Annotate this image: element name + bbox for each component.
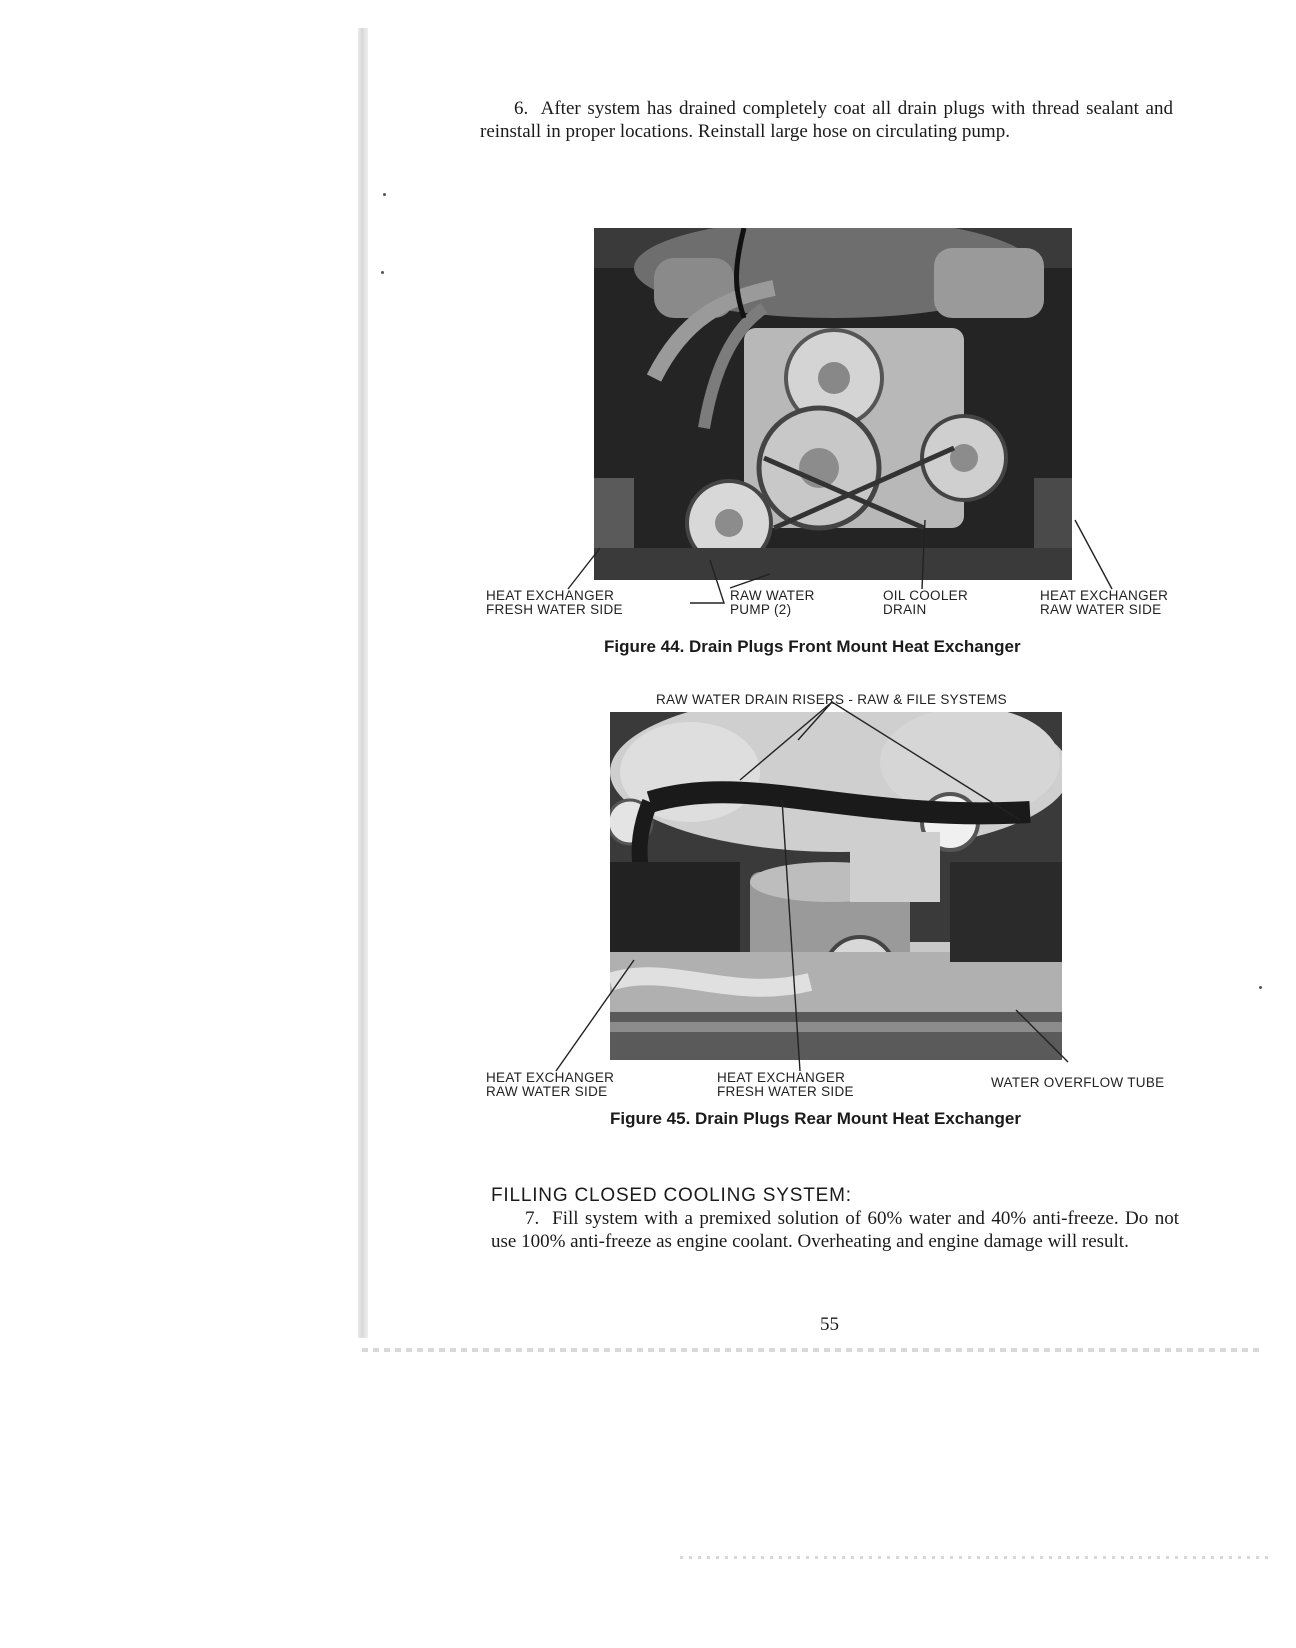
fig45-callout-hx-fresh-line2: FRESH WATER SIDE — [717, 1084, 854, 1099]
fig44-callout-hx-raw — [1040, 589, 1168, 617]
scan-speck — [381, 271, 384, 274]
page-bottom-edge — [362, 1348, 1262, 1352]
fig44-callout-hx-fresh — [486, 589, 623, 617]
section-title: FILLING CLOSED COOLING SYSTEM: — [491, 1185, 852, 1206]
figure-44-engine-photo — [594, 228, 1072, 580]
step-6-number: 6. — [514, 98, 529, 119]
page-number: 55 — [820, 1314, 839, 1335]
fig44-callout-oil-cooler-line1: OIL COOLER — [883, 588, 969, 603]
fig44-callout-oil-cooler — [883, 589, 968, 617]
fig44-callout-raw-pump-line2: PUMP (2) — [730, 602, 792, 617]
fig45-callout-hx-fresh — [717, 1071, 854, 1099]
figure-44-caption: Figure 44. Drain Plugs Front Mount Heat Exchanger — [604, 637, 1021, 656]
step-7-number: 7. — [525, 1208, 540, 1229]
scan-speck — [383, 193, 386, 196]
page-edge-shadow — [358, 28, 368, 1338]
fig44-callout-hx-fresh-line1: HEAT EXCHANGER — [486, 588, 615, 603]
figure-45-caption: Figure 45. Drain Plugs Rear Mount Heat Exchanger — [610, 1109, 1021, 1128]
fig45-callout-risers: RAW WATER DRAIN RISERS - RAW & FILE SYSTEMS — [656, 692, 1007, 707]
fig45-callout-hx-raw — [486, 1071, 614, 1099]
step-6-paragraph — [480, 97, 1173, 143]
step-7-text: Fill system with a premixed solution of 60% water and 40% anti-freeze. Do not use 100% anti-freeze as engine coolant. Overheating and engine damage will result. — [491, 1208, 1179, 1252]
step-7-paragraph — [491, 1207, 1179, 1253]
fig45-callout-hx-raw-line1: HEAT EXCHANGER — [486, 1070, 615, 1085]
fig45-callout-hx-fresh-line1: HEAT EXCHANGER — [717, 1070, 846, 1085]
scan-noise-line — [680, 1556, 1270, 1559]
figure-45-engine-photo — [610, 712, 1062, 1060]
fig45-callout-overflow: WATER OVERFLOW TUBE — [991, 1075, 1165, 1090]
fig44-callout-hx-raw-line2: RAW WATER SIDE — [1040, 602, 1162, 617]
fig44-callout-hx-raw-line1: HEAT EXCHANGER — [1040, 588, 1169, 603]
fig44-callout-raw-pump — [730, 589, 815, 617]
fig44-callout-oil-cooler-line2: DRAIN — [883, 602, 927, 617]
fig44-callout-hx-fresh-line2: FRESH WATER SIDE — [486, 602, 623, 617]
step-6-text: After system has drained completely coat all drain plugs with thread sealant and reinstall in proper locations. Reinstall large hose on circulating pump. — [480, 98, 1173, 142]
fig45-callout-hx-raw-line2: RAW WATER SIDE — [486, 1084, 608, 1099]
fig44-callout-raw-pump-line1: RAW WATER — [730, 588, 815, 603]
scan-speck — [1259, 986, 1262, 989]
